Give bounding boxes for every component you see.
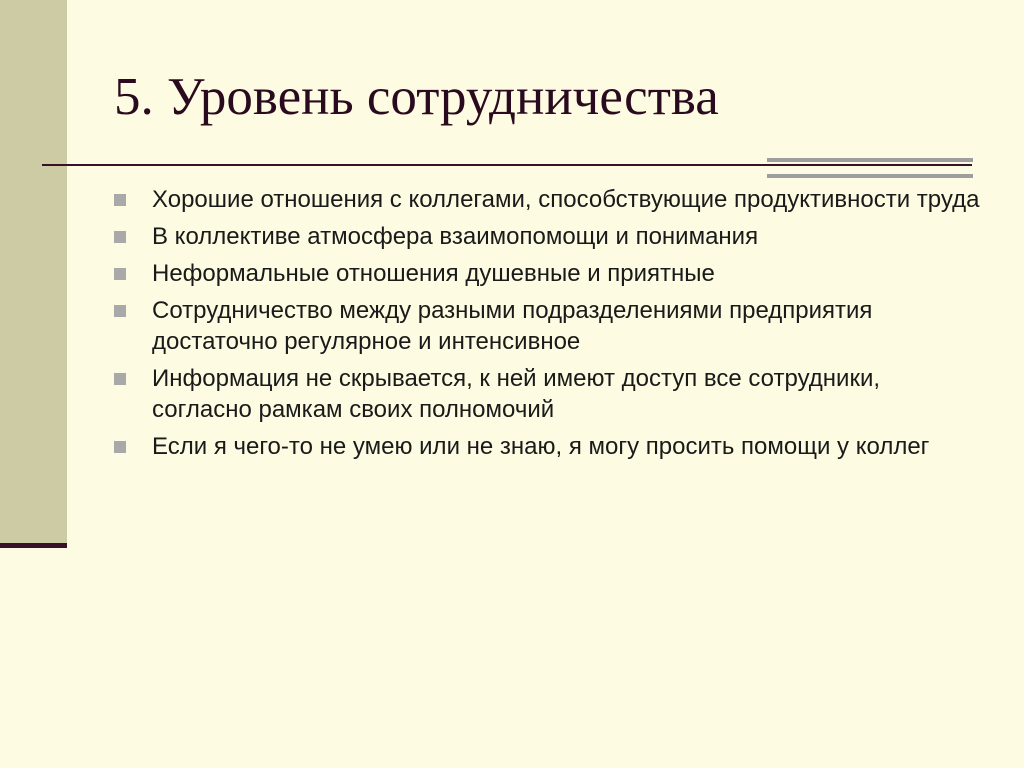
square-bullet-icon bbox=[114, 441, 126, 453]
bullet-item bbox=[114, 363, 984, 425]
square-bullet-icon bbox=[114, 373, 126, 385]
decorative-side-bar bbox=[0, 0, 67, 545]
square-bullet-icon bbox=[114, 231, 126, 243]
bullet-text: Сотрудничество между разными подразделениями предприятия достаточно регулярное и интенсивное bbox=[152, 297, 873, 355]
square-bullet-icon bbox=[114, 268, 126, 280]
side-bar-base-line bbox=[0, 543, 67, 548]
square-bullet-icon bbox=[114, 194, 126, 206]
title-underline bbox=[42, 164, 972, 166]
bullet-item bbox=[114, 295, 984, 357]
bullet-item bbox=[114, 184, 984, 215]
bullet-text: Неформальные отношения душевные и приятные bbox=[152, 260, 715, 287]
bullet-item bbox=[114, 258, 984, 289]
accent-bar-top bbox=[767, 158, 973, 162]
bullet-item bbox=[114, 431, 984, 462]
bullet-text: Если я чего-то не умею или не знаю, я могу просить помощи у коллег bbox=[152, 433, 930, 460]
bullet-text: В коллективе атмосфера взаимопомощи и понимания bbox=[152, 223, 759, 250]
accent-bar-bottom bbox=[767, 174, 973, 178]
slide-title: 5. Уровень сотрудничества bbox=[114, 68, 719, 126]
bullet-text: Хорошие отношения с коллегами, способствующие продуктивности труда bbox=[152, 186, 980, 213]
square-bullet-icon bbox=[114, 305, 126, 317]
bullet-list bbox=[114, 184, 984, 468]
bullet-item bbox=[114, 221, 984, 252]
bullet-text: Информация не скрывается, к ней имеют доступ все сотрудники, согласно рамкам своих полномочий bbox=[152, 365, 881, 423]
